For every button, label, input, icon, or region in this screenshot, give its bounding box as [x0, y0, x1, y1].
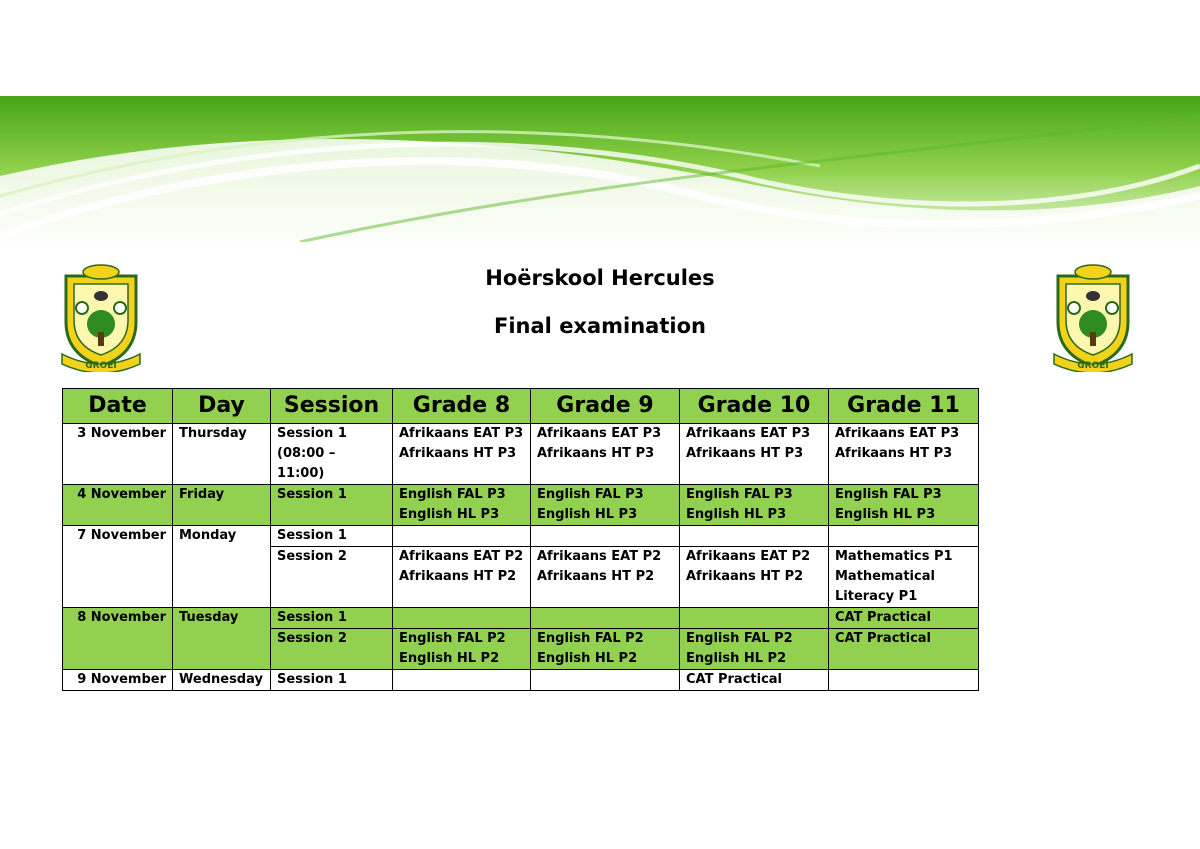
- table-row: [63, 526, 979, 547]
- grade-11-cell: [829, 424, 979, 485]
- session-cell: Session 1: [271, 670, 393, 691]
- exam-entry: English FAL P2: [686, 631, 793, 646]
- exam-entry: Afrikaans HT P3: [686, 446, 804, 461]
- day-cell: Friday: [173, 485, 271, 526]
- exam-entry: English FAL P2: [537, 631, 644, 646]
- day-cell: Monday: [173, 526, 271, 608]
- grade-10-cell: [680, 547, 829, 608]
- grade-9-cell: [531, 424, 680, 485]
- session-cell: Session 1: [271, 485, 393, 526]
- exam-entry: Afrikaans HT P3: [399, 446, 517, 461]
- table-row: [63, 670, 979, 691]
- exam-entry: English HL P2: [686, 651, 787, 666]
- header-session: Session: [271, 389, 393, 424]
- header-grade-11: Grade 11: [829, 389, 979, 424]
- exam-entry: Mathematical Literacy P1: [835, 569, 935, 604]
- exam-entry: English FAL P3: [537, 487, 644, 502]
- exam-entry: Afrikaans EAT P2: [537, 549, 662, 564]
- exam-entry: English HL P2: [399, 651, 500, 666]
- grade-11-cell: [829, 670, 979, 691]
- table-row: [63, 608, 979, 629]
- header-date: Date: [63, 389, 173, 424]
- crest-motto-right: GROEI: [1077, 361, 1109, 371]
- exam-entry: Afrikaans EAT P2: [686, 549, 811, 564]
- grade-11-cell: [829, 547, 979, 608]
- header-grade-10: Grade 10: [680, 389, 829, 424]
- grade-8-cell: [393, 629, 531, 670]
- day-cell: Wednesday: [173, 670, 271, 691]
- date-cell: 4 November: [63, 485, 173, 526]
- exam-entry: Afrikaans HT P2: [537, 569, 655, 584]
- grade-11-cell: [829, 485, 979, 526]
- session-cell: Session 1: [271, 526, 393, 547]
- header-banner: [0, 96, 1200, 242]
- grade-11-cell: CAT Practical: [829, 608, 979, 629]
- school-name: Hoërskool Hercules: [485, 266, 715, 290]
- grade-10-cell: [680, 485, 829, 526]
- exam-entry: Afrikaans HT P3: [835, 446, 953, 461]
- grade-10-cell: [680, 608, 829, 629]
- page-title: Final examination: [494, 314, 706, 338]
- exam-entry: English HL P3: [686, 507, 787, 522]
- grade-10-cell: [680, 629, 829, 670]
- grade-10-cell: [680, 526, 829, 547]
- header-grade-8: Grade 8: [393, 389, 531, 424]
- exam-entry: English FAL P3: [686, 487, 793, 502]
- date-cell: 8 November: [63, 608, 173, 670]
- exam-entry: Afrikaans EAT P3: [835, 426, 960, 441]
- grade-9-cell: [531, 670, 680, 691]
- header-day: Day: [173, 389, 271, 424]
- exam-timetable: [62, 388, 979, 691]
- table-row: [63, 485, 979, 526]
- exam-entry: Afrikaans EAT P3: [686, 426, 811, 441]
- exam-entry: Afrikaans EAT P3: [537, 426, 662, 441]
- grade-11-cell: CAT Practical: [829, 629, 979, 670]
- grade-9-cell: [531, 608, 680, 629]
- grade-9-cell: [531, 485, 680, 526]
- exam-entry: English FAL P2: [399, 631, 506, 646]
- session-cell: Session 1: [271, 608, 393, 629]
- table-header-row: [63, 389, 979, 424]
- exam-entry: English HL P3: [399, 507, 500, 522]
- grade-8-cell: [393, 547, 531, 608]
- date-cell: 7 November: [63, 526, 173, 608]
- grade-8-cell: [393, 424, 531, 485]
- exam-entry: Afrikaans HT P2: [399, 569, 517, 584]
- table-row: [63, 424, 979, 485]
- grade-11-cell: [829, 526, 979, 547]
- exam-entry: English HL P2: [537, 651, 638, 666]
- exam-entry: Afrikaans HT P2: [686, 569, 804, 584]
- grade-8-cell: [393, 526, 531, 547]
- session-cell: Session 2: [271, 629, 393, 670]
- session-cell: Session 1 (08:00 – 11:00): [271, 424, 393, 485]
- session-cell: Session 2: [271, 547, 393, 608]
- exam-entry: English HL P3: [835, 507, 936, 522]
- grade-8-cell: [393, 485, 531, 526]
- day-cell: Tuesday: [173, 608, 271, 670]
- exam-entry: Afrikaans EAT P3: [399, 426, 524, 441]
- crest-motto-left: GROEI: [85, 361, 117, 371]
- exam-entry: Afrikaans EAT P2: [399, 549, 524, 564]
- grade-9-cell: [531, 526, 680, 547]
- date-cell: 3 November: [63, 424, 173, 485]
- grade-9-cell: [531, 547, 680, 608]
- exam-entry: Afrikaans HT P3: [537, 446, 655, 461]
- grade-10-cell: [680, 424, 829, 485]
- header-grade-9: Grade 9: [531, 389, 680, 424]
- grade-8-cell: [393, 670, 531, 691]
- grade-9-cell: [531, 629, 680, 670]
- day-cell: Thursday: [173, 424, 271, 485]
- grade-8-cell: [393, 608, 531, 629]
- date-cell: 9 November: [63, 670, 173, 691]
- exam-entry: English FAL P3: [399, 487, 506, 502]
- exam-entry: English HL P3: [537, 507, 638, 522]
- grade-10-cell: CAT Practical: [680, 670, 829, 691]
- exam-entry: English FAL P3: [835, 487, 942, 502]
- exam-entry: Mathematics P1: [835, 549, 953, 564]
